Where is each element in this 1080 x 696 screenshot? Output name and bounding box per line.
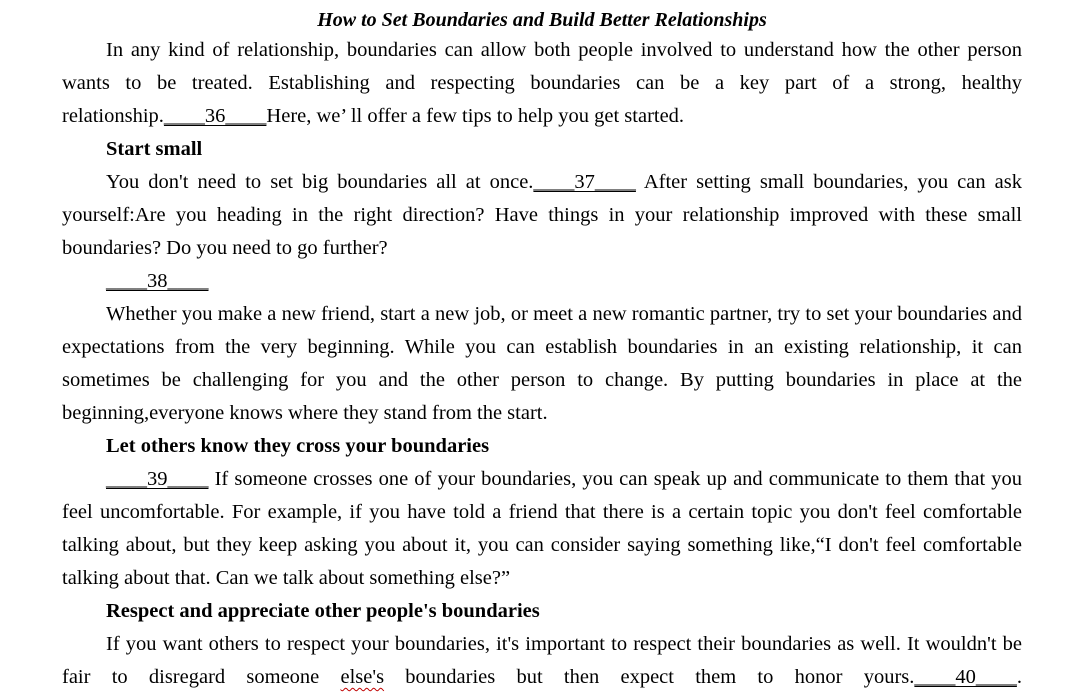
blank-37: ____37____	[533, 171, 636, 193]
heading-respect: Respect and appreciate other people's boundaries	[106, 600, 540, 622]
respect-text-middle: boundaries but then expect them to honor yours.	[384, 666, 915, 688]
blank-38: ____38____	[106, 270, 209, 292]
start-small-paragraph	[62, 166, 1022, 265]
start-small-text-before: You don't need to set big boundaries all at once.	[106, 171, 534, 193]
document-title: How to Set Boundaries and Build Better Relationships	[317, 9, 767, 31]
respect-text-end: .	[1016, 666, 1022, 688]
spellcheck-word: else's	[340, 666, 385, 688]
blank-36: ____36____	[163, 105, 267, 127]
respect-text-before: If you want others to respect your boundaries, it's important to respect their boundaries as well. It wouldn't be fair to disregard someone	[62, 633, 1022, 688]
beginning-paragraph: Whether you make a new friend, start a new job, or meet a new romantic partner, try to set your boundaries and expectations from the very beginning. While you can establish boundaries in an existing relationship, it can sometimes be challenging for you and the other person to change. By putting boundaries in place at the beginning,everyone knows where they stand from the start.	[62, 303, 1022, 424]
heading-let-others-know: Let others know they cross your boundaries	[106, 435, 490, 457]
blank-39: ____39____	[106, 468, 209, 490]
intro-text-after: Here, we’ ll offer a few tips to help you get started.	[266, 105, 685, 127]
heading-start-small: Start small	[106, 138, 203, 160]
cross-boundaries-text: If someone crosses one of your boundaries, you can speak up and communicate to them that you feel uncomfortable. For example, if you have told a friend that there is a certain topic you don't feel comfortable talking about, but they keep asking you about it, you can consider saying something like,“I don't feel comfortable talking about that. Can we talk about something else?”	[62, 468, 1022, 589]
respect-paragraph	[62, 628, 1022, 694]
document-page	[62, 0, 1022, 694]
start-small-text-after: After setting small boundaries, you can ask yourself:Are you heading in the right direction? Have things in your relationship improved with these small boundaries? Do you need to go further?	[62, 171, 1022, 259]
blank-38-line	[62, 265, 1022, 298]
cross-boundaries-paragraph	[62, 463, 1022, 595]
intro-text: In any kind of relationship, boundaries can allow both people involved to understand how the other person wants to be treated. Establishing and respecting boundaries can be a key part of a strong, healthy relationship.	[62, 39, 1022, 127]
blank-40: ____40____	[914, 666, 1017, 688]
intro-paragraph	[62, 34, 1022, 133]
